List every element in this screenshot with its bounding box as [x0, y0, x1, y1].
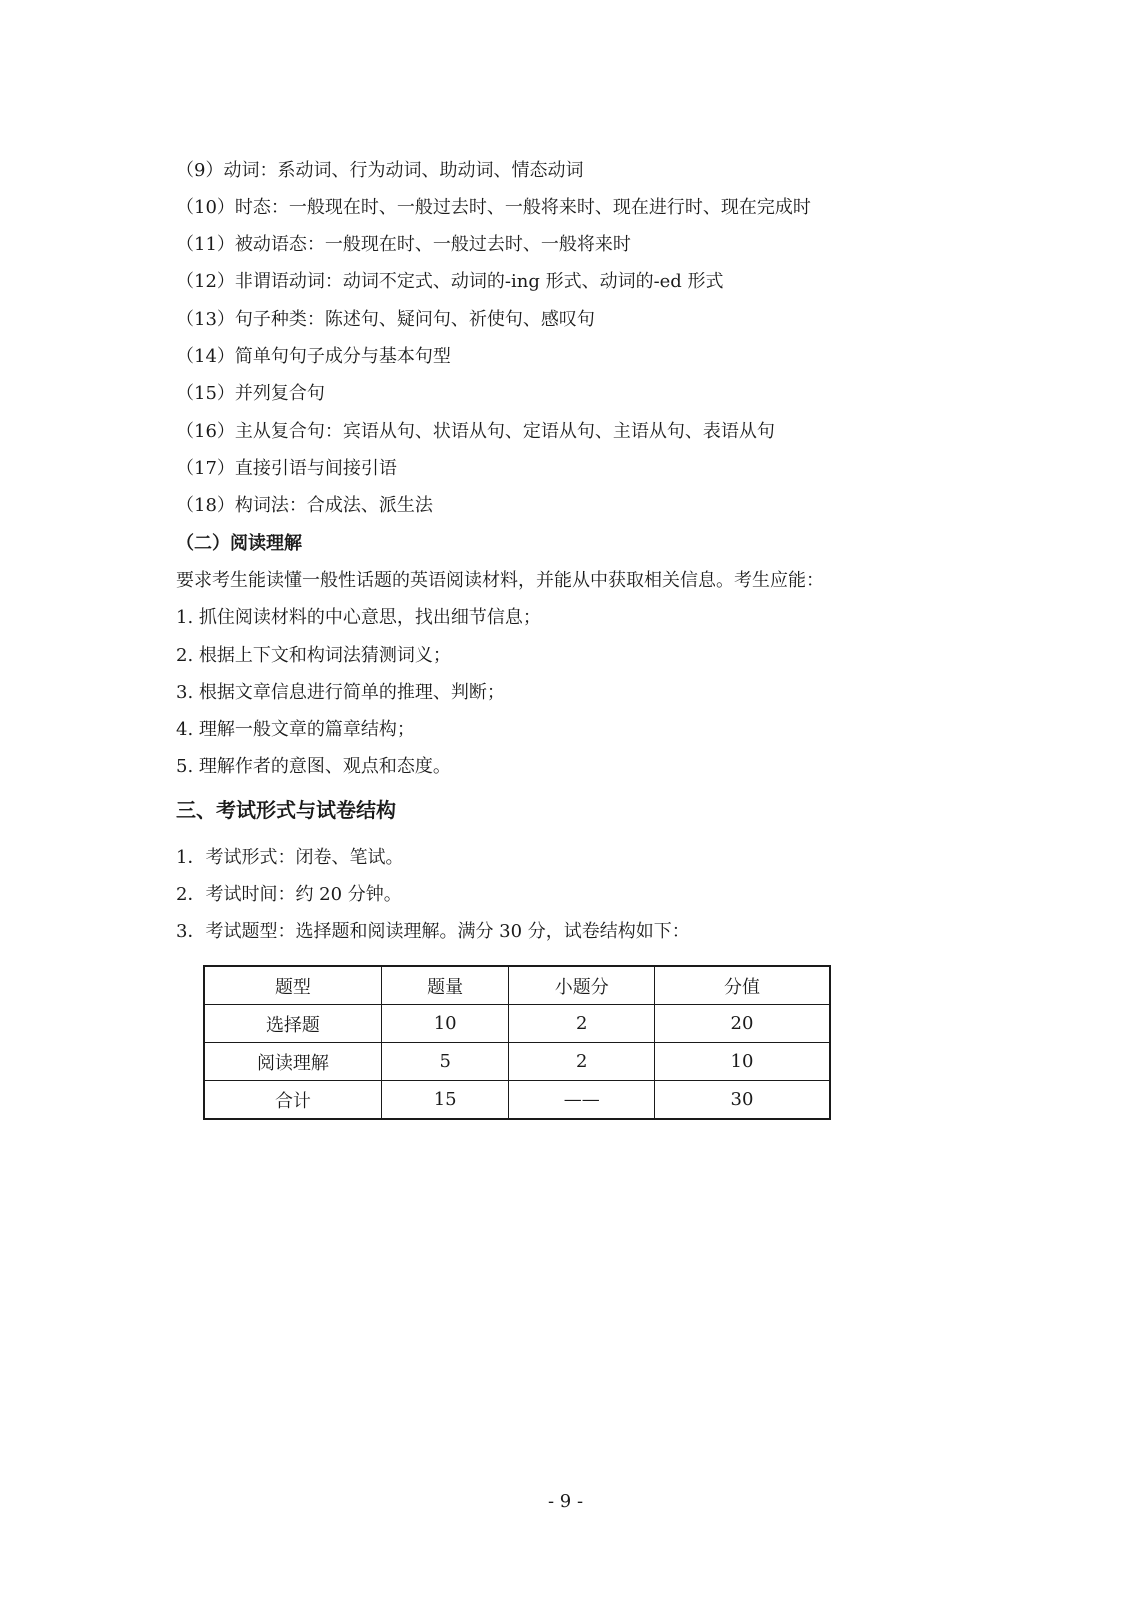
- exam-item-3: 3．考试题型：选择题和阅读理解。满分 30 分，试卷结构如下：: [176, 921, 690, 942]
- table-header-cell: 题量: [381, 966, 509, 1005]
- grammar-item-17: （17）直接引语与间接引语: [176, 458, 397, 479]
- table-cell: 15: [381, 1081, 509, 1120]
- grammar-item-14: （14）简单句句子成分与基本句型: [176, 346, 451, 367]
- table-cell: 5: [381, 1043, 509, 1081]
- table-cell: 10: [655, 1043, 831, 1081]
- reading-item-5: 5. 理解作者的意图、观点和态度。: [176, 756, 451, 777]
- table-header-cell: 题型: [204, 966, 381, 1005]
- reading-intro: 要求考生能读懂一般性话题的英语阅读材料，并能从中获取相关信息。考生应能：: [176, 570, 824, 591]
- table-cell: 阅读理解: [204, 1043, 381, 1081]
- reading-heading: （二）阅读理解: [176, 533, 302, 554]
- page-number: - 9 -: [547, 1491, 584, 1512]
- table-row: [204, 1081, 830, 1120]
- table-cell: 30: [655, 1081, 831, 1120]
- table-cell: 10: [381, 1005, 509, 1043]
- grammar-item-10: （10）时态：一般现在时、一般过去时、一般将来时、现在进行时、现在完成时: [176, 197, 811, 218]
- grammar-item-15: （15）并列复合句: [176, 383, 325, 404]
- table-header-row: [204, 966, 830, 1005]
- exam-item-1: 1．考试形式：闭卷、笔试。: [176, 847, 404, 868]
- grammar-item-9: （9）动词：系动词、行为动词、助动词、情态动词: [176, 160, 584, 181]
- table-cell: 2: [509, 1043, 655, 1081]
- grammar-item-12: （12）非谓语动词：动词不定式、动词的-ing 形式、动词的-ed 形式: [176, 271, 724, 292]
- table-header-cell: 分值: [655, 966, 831, 1005]
- exam-structure-table: [203, 965, 831, 1120]
- reading-item-1: 1. 抓住阅读材料的中心意思，找出细节信息；: [176, 607, 541, 628]
- grammar-item-13: （13）句子种类：陈述句、疑问句、祈使句、感叹句: [176, 309, 595, 330]
- exam-item-2: 2．考试时间：约 20 分钟。: [176, 884, 402, 905]
- table-cell: 20: [655, 1005, 831, 1043]
- reading-item-3: 3. 根据文章信息进行简单的推理、判断；: [176, 682, 505, 703]
- reading-item-4: 4. 理解一般文章的篇章结构；: [176, 719, 415, 740]
- grammar-item-16: （16）主从复合句：宾语从句、状语从句、定语从句、主语从句、表语从句: [176, 421, 775, 442]
- grammar-item-18: （18）构词法：合成法、派生法: [176, 495, 433, 516]
- reading-item-2: 2. 根据上下文和构词法猜测词义；: [176, 645, 451, 666]
- exam-section-heading: 三、考试形式与试卷结构: [176, 798, 396, 822]
- table-header-cell: 小题分: [509, 966, 655, 1005]
- grammar-item-11: （11）被动语态：一般现在时、一般过去时、一般将来时: [176, 234, 631, 255]
- table-row: [204, 1043, 830, 1081]
- table-row: [204, 1005, 830, 1043]
- table-cell: 2: [509, 1005, 655, 1043]
- table-cell: ——: [509, 1081, 655, 1120]
- table-cell: 合计: [204, 1081, 381, 1120]
- table-cell: 选择题: [204, 1005, 381, 1043]
